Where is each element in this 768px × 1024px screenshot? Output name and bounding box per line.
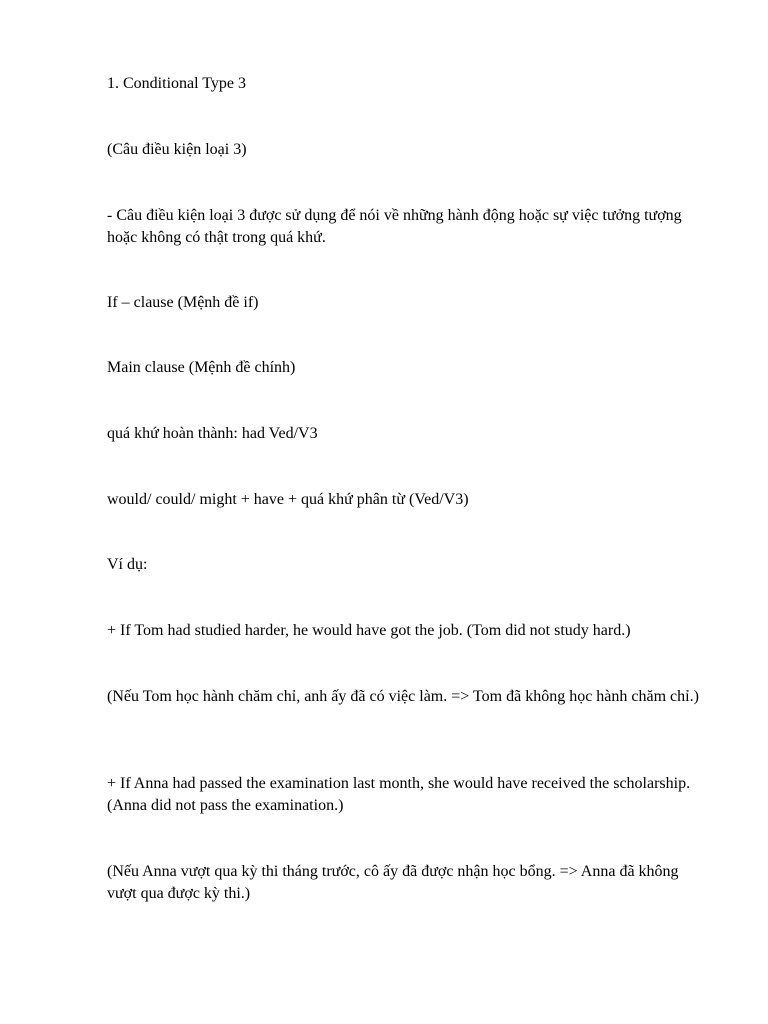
definition-paragraph: - Câu điều kiện loại 3 được sử dụng để nói về những hành động hoặc sự việc tưởng tượng hoặc không có thật trong quá khứ. (107, 207, 682, 246)
example-1-translation: (Nếu Tom học hành chăm chỉ, anh ấy đã có việc làm. => Tom đã không học hành chăm chỉ.) (107, 688, 699, 705)
main-clause-form: would/ could/ might + have + quá khứ phân từ (Ved/V3) (107, 491, 469, 508)
example-2-english: + If Anna had passed the examination last month, she would have received the scholarship. (Anna did not pass the examination.) (107, 775, 691, 814)
if-clause-form: quá khứ hoàn thành: had Ved/V3 (107, 425, 318, 442)
example-1-english: + If Tom had studied harder, he would have got the job. (Tom did not study hard.) (107, 622, 631, 639)
example-2-translation: (Nếu Anna vượt qua kỳ thi tháng trước, cô ấy đã được nhận học bổng. => Anna đã không vượt qua được kỳ thi.) (107, 863, 679, 902)
examples-label: Ví dụ: (107, 556, 148, 573)
section-subtitle: (Câu điều kiện loại 3) (107, 141, 247, 158)
main-clause-label: Main clause (Mệnh đề chính) (107, 359, 296, 376)
section-heading: 1. Conditional Type 3 (107, 75, 247, 92)
if-clause-label: If – clause (Mệnh đề if) (107, 294, 259, 311)
